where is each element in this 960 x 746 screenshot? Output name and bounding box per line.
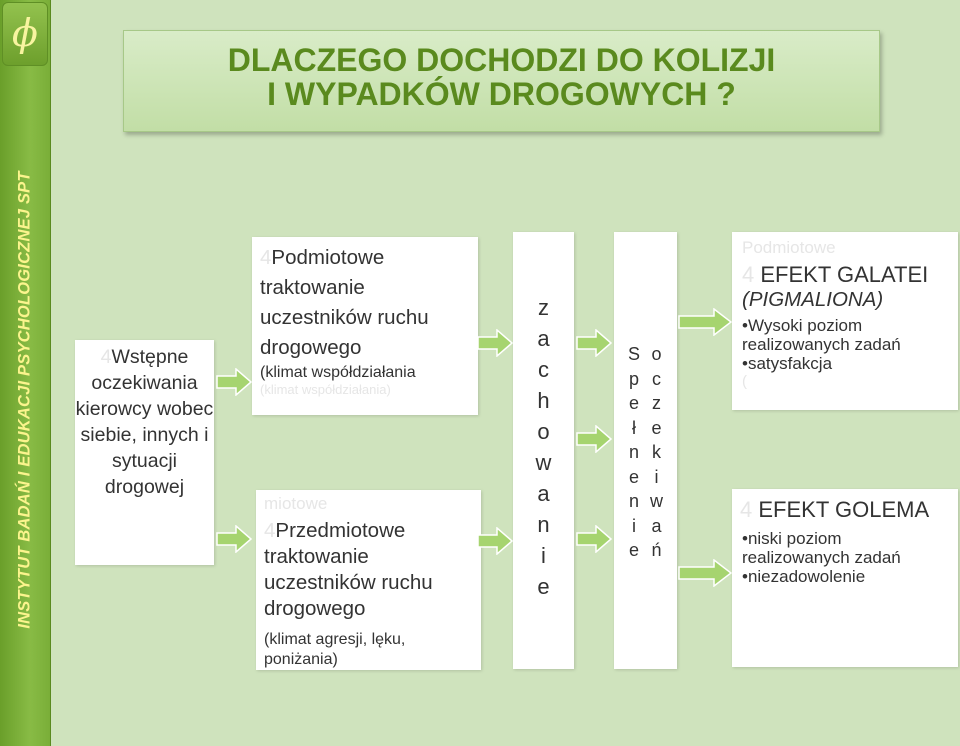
fulfilment-letter: k	[652, 442, 661, 462]
fulfilment-letter: e	[629, 540, 640, 560]
galatea-ghost-bottom: (	[742, 373, 747, 390]
behavior-letter: e	[537, 574, 550, 599]
fulfilment-letter: n	[629, 442, 640, 462]
objective-treatment-text: Przedmiotowe traktowanie uczestników ruchu drogowego	[264, 519, 433, 620]
behavior-letter: n	[537, 512, 550, 537]
list-item: • Wysoki poziom realizowanych zadań	[742, 316, 950, 354]
fulfilment-letter: p	[629, 368, 640, 389]
fulfilment-letter: e	[629, 466, 640, 487]
bullet-marker: 4	[260, 246, 272, 269]
fulfilment-box	[614, 232, 677, 669]
arrow-right-icon	[576, 329, 612, 357]
galatea-effect-box	[732, 232, 958, 410]
objective-ghost-top: miotowe	[264, 494, 328, 513]
fulfilment-letter: i	[632, 515, 636, 536]
arrow-right-icon	[216, 368, 252, 396]
fulfilment-letter: i	[654, 466, 659, 487]
arrow-right-icon	[477, 527, 513, 555]
fulfilment-letter: S	[628, 344, 641, 364]
fulfilment-letter: a	[651, 515, 662, 536]
arrow-right-icon	[216, 525, 252, 553]
behavior-letter: a	[537, 326, 550, 351]
fulfilment-letter: z	[652, 393, 661, 413]
behavior-letter: z	[538, 295, 549, 320]
fulfilment-column-1	[628, 342, 640, 563]
galatea-subheading: (PIGMALIONA)	[742, 288, 884, 311]
fulfilment-letter: c	[652, 368, 661, 389]
fulfilment-column-2	[650, 342, 663, 563]
behavior-vertical-text	[513, 232, 574, 602]
list-item: • niezadowolenie	[742, 567, 950, 586]
institute-name	[0, 80, 50, 720]
arrow-right-icon	[576, 525, 612, 553]
behavior-letter: o	[537, 419, 550, 444]
fulfilment-letter: ł	[632, 417, 636, 438]
galatea-heading: EFEKT GALATEI	[760, 262, 929, 287]
arrow-right-icon	[678, 308, 732, 336]
golem-effect-box	[732, 489, 958, 667]
brand-sidebar	[0, 0, 51, 746]
behavior-letter: w	[535, 450, 552, 475]
objective-climate-note: (klimat agresji, lęku, poniżania)	[264, 631, 406, 668]
fulfilment-letter: w	[650, 491, 663, 511]
bullet-marker: 4	[100, 346, 112, 368]
page-title: DLACZEGO DOCHODZI DO KOLIZJI I WYPADKÓW DROGOWYCH ?	[227, 42, 776, 112]
fulfilment-letter: e	[629, 393, 640, 413]
fulfilment-letter: n	[629, 491, 640, 511]
fulfilment-letter: o	[651, 344, 662, 364]
list-item: • satysfakcja	[742, 354, 950, 373]
phi-logo-icon: ϕ	[2, 2, 48, 66]
arrow-right-icon	[477, 329, 513, 357]
arrow-right-icon	[678, 559, 732, 587]
galatea-ghost-top: Podmiotowe	[742, 238, 836, 257]
behavior-box	[513, 232, 574, 669]
galatea-list	[732, 312, 958, 373]
expectations-box	[75, 340, 214, 565]
fulfilment-letter: e	[651, 417, 662, 438]
golem-heading: EFEKT GOLEMA	[758, 497, 930, 522]
bullet-marker: 4	[742, 262, 755, 287]
behavior-letter: a	[537, 481, 550, 506]
subjective-treatment-box	[252, 237, 478, 415]
institute-name-text: INSTYTUT BADAŃ I EDUKACJI PSYCHOLOGICZNEJ SPT	[15, 171, 34, 629]
bullet-marker: 4	[740, 497, 753, 522]
bullet-marker: 4	[264, 519, 276, 542]
behavior-letter: i	[541, 543, 546, 568]
title-banner	[123, 30, 880, 132]
subjective-ghost-note: (klimat współdziałania)	[260, 382, 391, 397]
subjective-climate-note: (klimat współdziałania	[260, 364, 416, 381]
objective-treatment-box	[256, 490, 481, 670]
arrow-right-icon	[576, 425, 612, 453]
subjective-treatment-text: Podmiotowe traktowanie uczestników ruchu drogowego	[260, 246, 429, 359]
list-item: • niski poziom realizowanych zadań	[742, 529, 950, 567]
expectations-text: Wstępne oczekiwania kierowcy wobec siebie, innych i sytuacji drogowej	[75, 346, 214, 498]
behavior-letter: c	[538, 357, 549, 382]
behavior-letter: h	[537, 388, 550, 413]
golem-list	[732, 523, 958, 586]
fulfilment-letter: ń	[651, 540, 662, 560]
